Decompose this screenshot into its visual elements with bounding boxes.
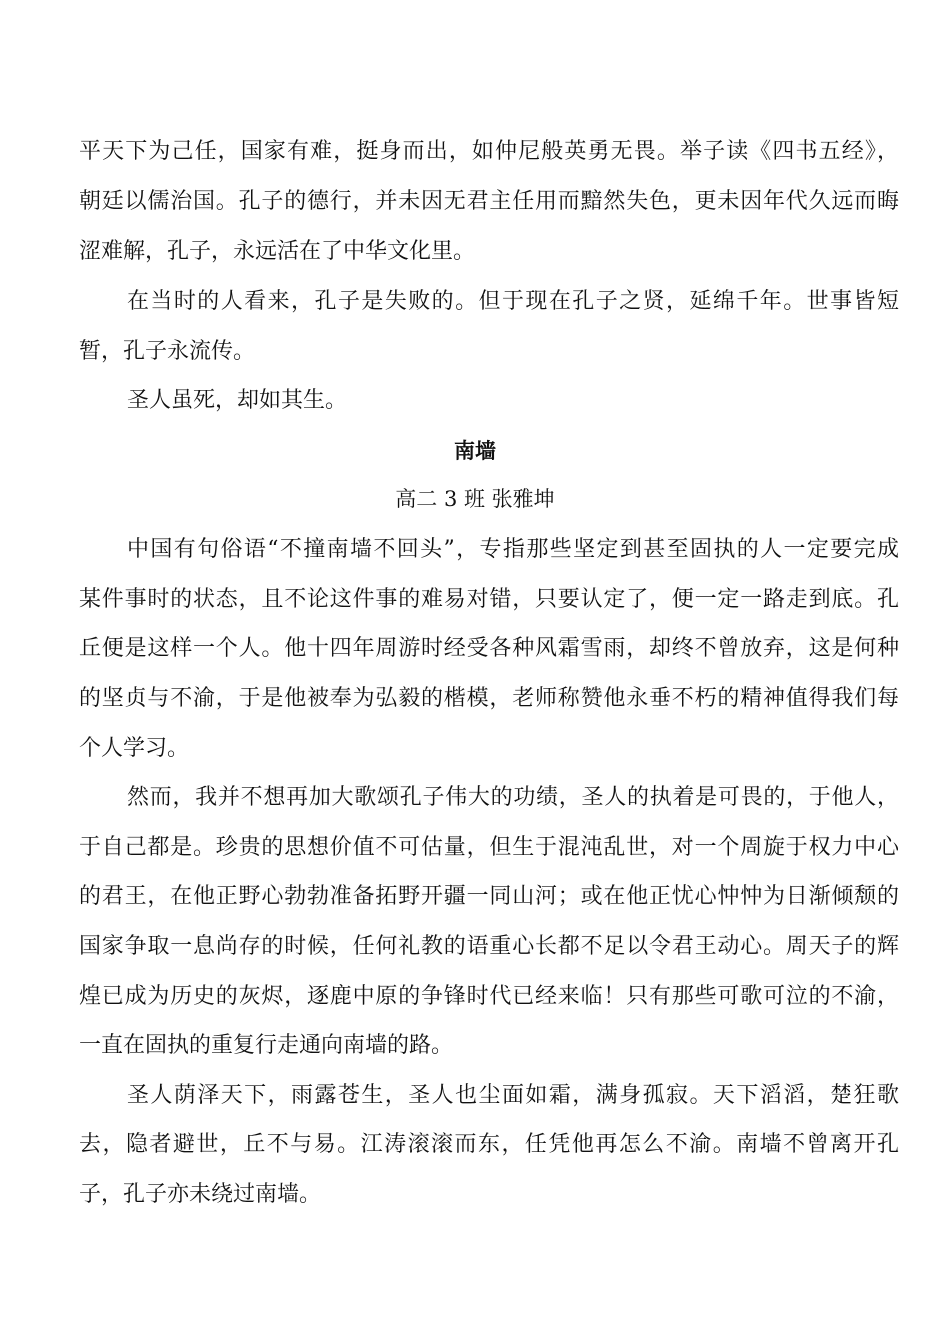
text-line: 去，隐者避世，丘不与易。江涛滚滚而东，任凭他再怎么不渝。南墙不曾离开孔 (79, 1132, 899, 1157)
text-line: 子，孔子亦未绕过南墙。 (79, 1182, 322, 1207)
text-line: 的君王，在他正野心勃勃准备拓野开疆一同山河；或在他正忧心忡忡为日渐倾颓的 (79, 884, 899, 909)
text-line: 个人学习。 (79, 736, 190, 761)
text-line: 暂，孔子永流传。 (79, 339, 256, 364)
text-line: 涩难解，孔子，永远活在了中华文化里。 (79, 239, 476, 264)
text-line: 朝廷以儒治国。孔子的德行，并未因无君主任用而黯然失色，更未因年代久远而晦 (79, 189, 899, 214)
text-line: 国家争取一息尚存的时候，任何礼教的语重心长都不足以令君王动心。周天子的辉 (79, 934, 899, 959)
text-line: 平天下为己任，国家有难，挺身而出，如仲尼般英勇无畏。举子读《四书五经》， (79, 139, 899, 164)
text-line: 在当时的人看来，孔子是失败的。但于现在孔子之贤，延绵千年。世事皆短 (127, 289, 899, 314)
essay-author: 高二 3 班 张雅坤 (395, 487, 555, 511)
text-line: 圣人虽死，却如其生。 (127, 388, 348, 413)
text-line: 于自己都是。珍贵的思想价值不可估量，但生于混沌乱世，对一个周旋于权力中心 (79, 835, 899, 860)
essay-title: 南墙 (454, 439, 496, 463)
text-line: 中国有句俗语“不撞南墙不回头”，专指那些坚定到甚至固执的人一定要完成 (127, 537, 899, 562)
text-line: 丘便是这样一个人。他十四年周游时经受各种风霜雪雨，却终不曾放弃，这是何种 (79, 636, 899, 661)
text-line: 一直在固执的重复行走通向南墙的路。 (79, 1033, 454, 1058)
text-line: 某件事时的状态，且不论这件事的难易对错，只要认定了，便一定一路走到底。孔 (79, 587, 899, 612)
text-line: 圣人荫泽天下，雨露苍生，圣人也尘面如霜，满身孤寂。天下滔滔，楚狂歌 (127, 1083, 899, 1108)
text-line: 煌已成为历史的灰烬，逐鹿中原的争锋时代已经来临！只有那些可歌可泣的不渝， (79, 984, 899, 1009)
text-line: 然而，我并不想再加大歌颂孔子伟大的功绩，圣人的执着是可畏的，于他人， (127, 785, 899, 810)
text-line: 的坚贞与不渝，于是他被奉为弘毅的楷模，老师称赞他永垂不朽的精神值得我们每 (79, 686, 899, 711)
